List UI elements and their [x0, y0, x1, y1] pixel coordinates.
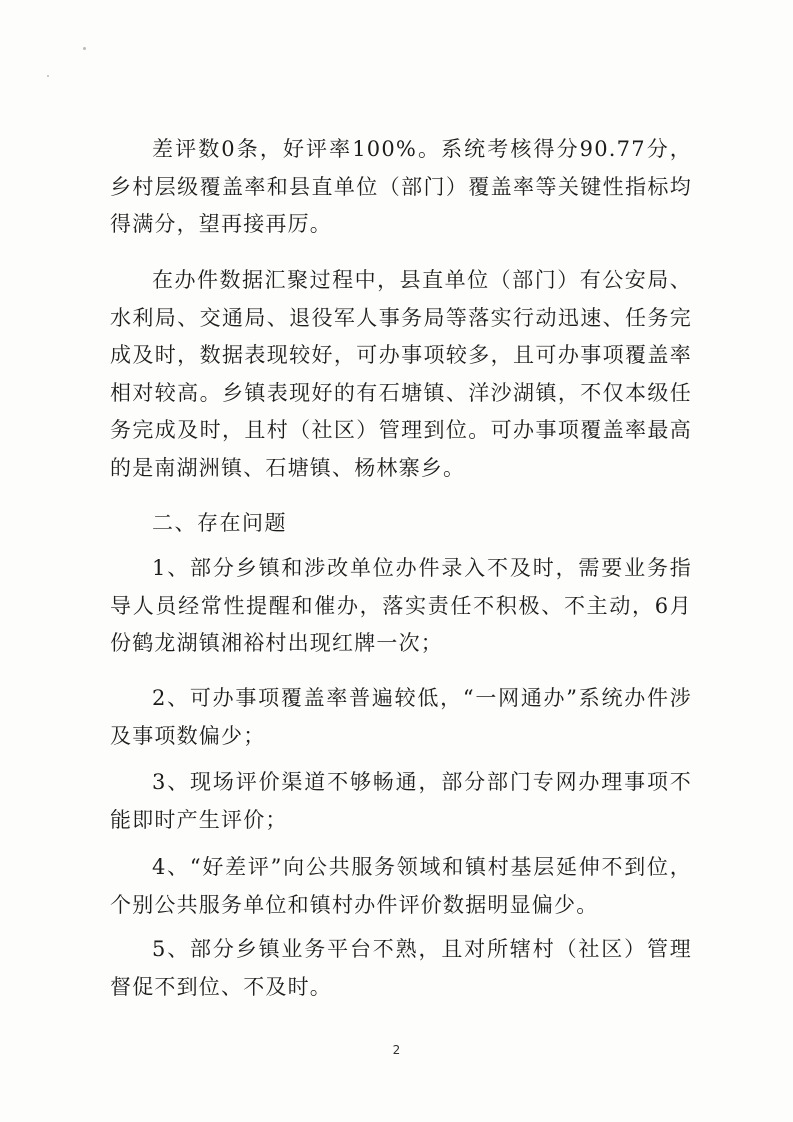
paragraph-data-aggregation: 在办件数据汇聚过程中，县直单位（部门）有公安局、水利局、交通局、退役军人事务局等落实行动迅速、任务完成及时，数据表现较好，可办事项较多，且可办事项覆盖率相对较高。乡镇表现好的有石塘镇、洋沙湖镇，不仅本级任务完成及时，且村（社区）管理到位。可办事项覆盖率最高的是南湖洲镇、石塘镇、杨林寨乡。 — [110, 268, 692, 480]
scan-speck — [47, 75, 49, 77]
issue-item-4: 4、“好差评”向公共服务领域和镇村基层延伸不到位，个别公共服务单位和镇村办件评价数据明显偏少。 — [110, 855, 692, 917]
issue-item-1: 1、部分乡镇和涉改单位办件录入不及时，需要业务指导人员经常性提醒和催办，落实责任不积极、不主动，6月份鹤龙湖镇湘裕村出现红牌一次； — [110, 556, 692, 655]
issue-item-2: 2、可办事项覆盖率普遍较低，“一网通办”系统办件涉及事项数偏少； — [110, 686, 692, 748]
paragraph-summary: 差评数0条，好评率100%。系统考核得分90.77分，乡村层级覆盖率和县直单位（部门）覆盖率等关键性指标均得满分，望再接再厉。 — [110, 137, 692, 236]
scan-speck — [83, 47, 86, 50]
issue-item-5: 5、部分乡镇业务平台不熟，且对所辖村（社区）管理督促不到位、不及时。 — [110, 937, 692, 999]
page-number: 2 — [392, 1043, 401, 1057]
issue-item-3: 3、现场评价渠道不够畅通，部分部门专网办理事项不能即时产生评价； — [110, 770, 692, 832]
section-heading: 二、存在问题 — [152, 511, 287, 535]
